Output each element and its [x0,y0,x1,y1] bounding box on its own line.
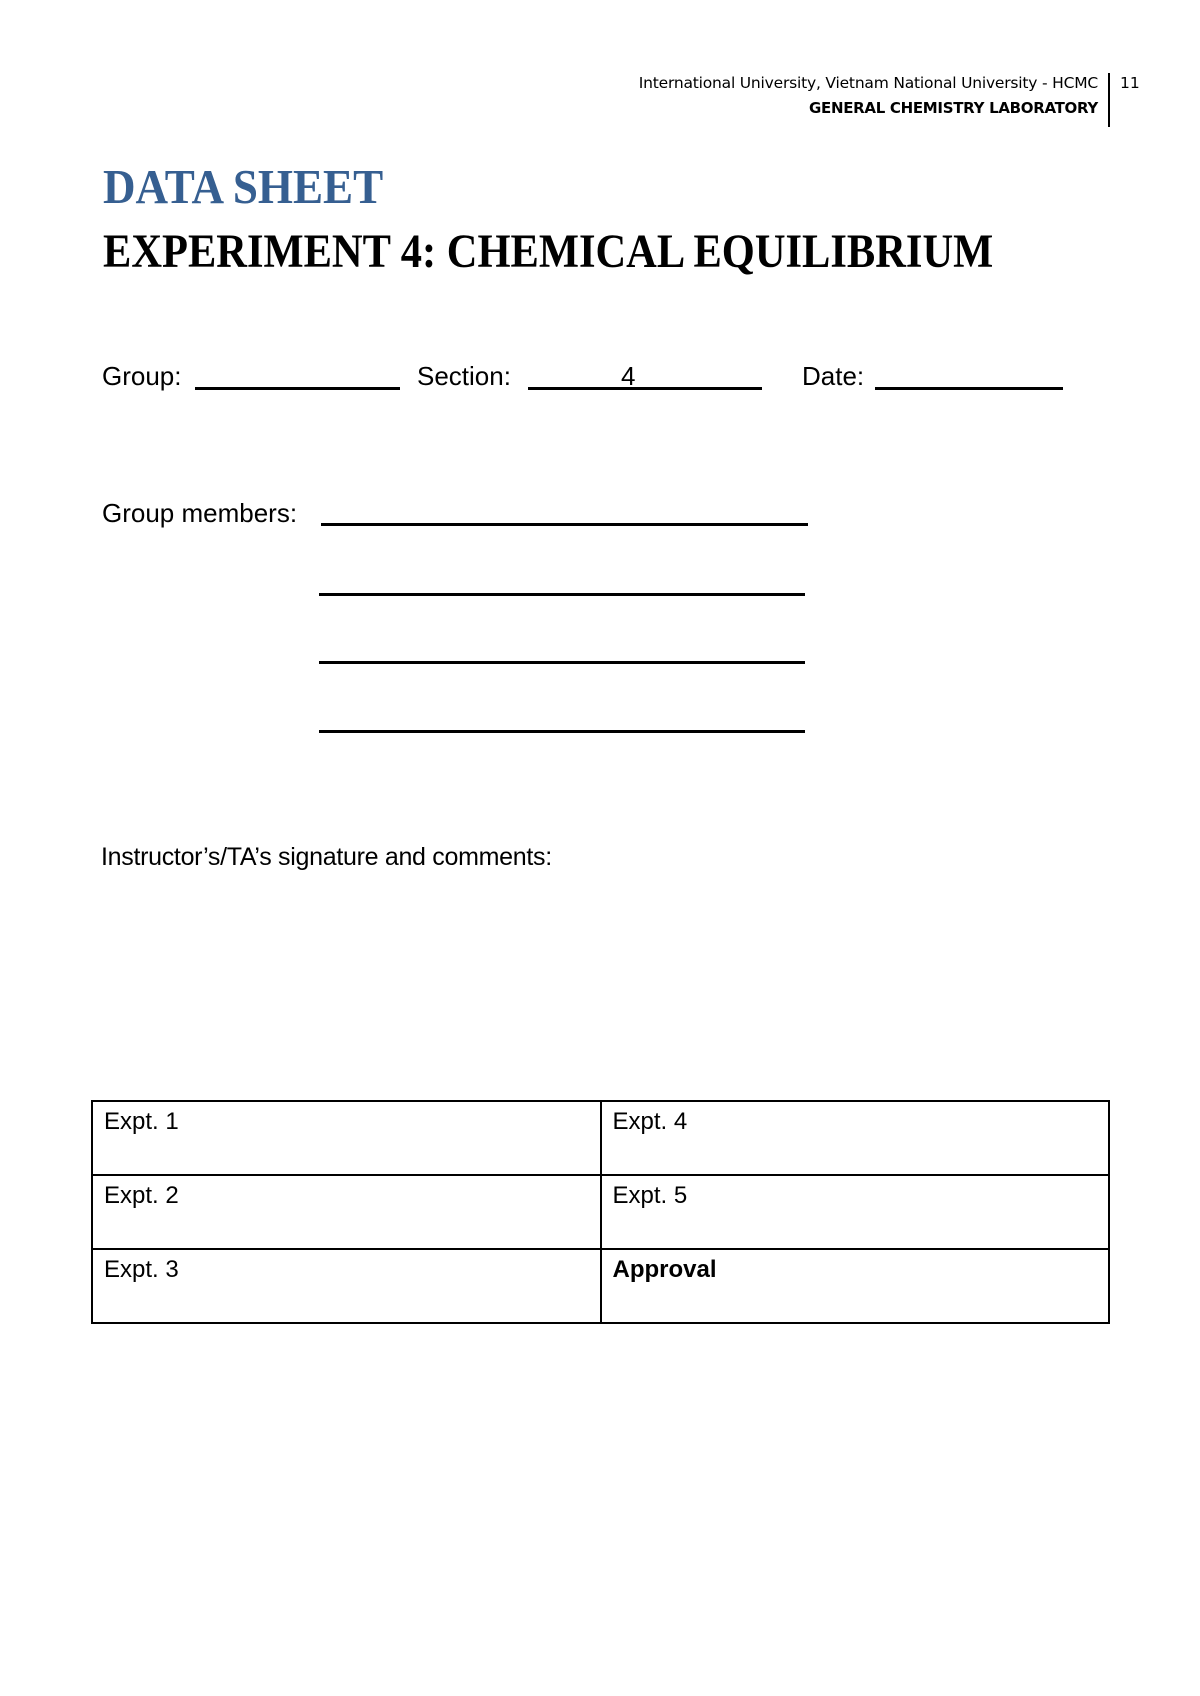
table-cell-expt-4[interactable]: Expt. 4 [601,1101,1110,1175]
member-line-1[interactable] [321,523,808,526]
group-underline[interactable] [195,387,400,390]
table-cell-expt-5[interactable]: Expt. 5 [601,1175,1110,1249]
group-members-label: Group members: [102,498,298,528]
header-department: GENERAL CHEMISTRY LABORATORY [809,99,1098,117]
experiment-title: EXPERIMENT 4: CHEMICAL EQUILIBRIUM [103,225,994,278]
experiment-table [91,1100,1110,1324]
table-row [92,1175,1109,1249]
header-divider [1108,73,1110,127]
signature-label: Instructor’s/TA’s signature and comments: [101,843,552,871]
table-cell-expt-1[interactable]: Expt. 1 [92,1101,601,1175]
section-label: Section: [417,361,511,391]
date-underline[interactable] [875,387,1063,390]
page-number: 11 [1120,74,1140,92]
section-value: 4 [621,361,636,391]
section-underline[interactable] [528,387,762,390]
group-label: Group: [102,361,182,391]
header-institution: International University, Vietnam National University - HCMC [638,74,1098,92]
page-title: DATA SHEET [103,159,384,214]
member-line-3[interactable] [319,661,805,664]
member-line-2[interactable] [319,593,805,596]
table-row [92,1101,1109,1175]
table-row [92,1249,1109,1323]
table-cell-expt-3[interactable]: Expt. 3 [92,1249,601,1323]
table-cell-expt-2[interactable]: Expt. 2 [92,1175,601,1249]
member-line-4[interactable] [319,730,805,733]
table-cell-approval[interactable]: Approval [601,1249,1110,1323]
date-label: Date: [802,361,865,391]
